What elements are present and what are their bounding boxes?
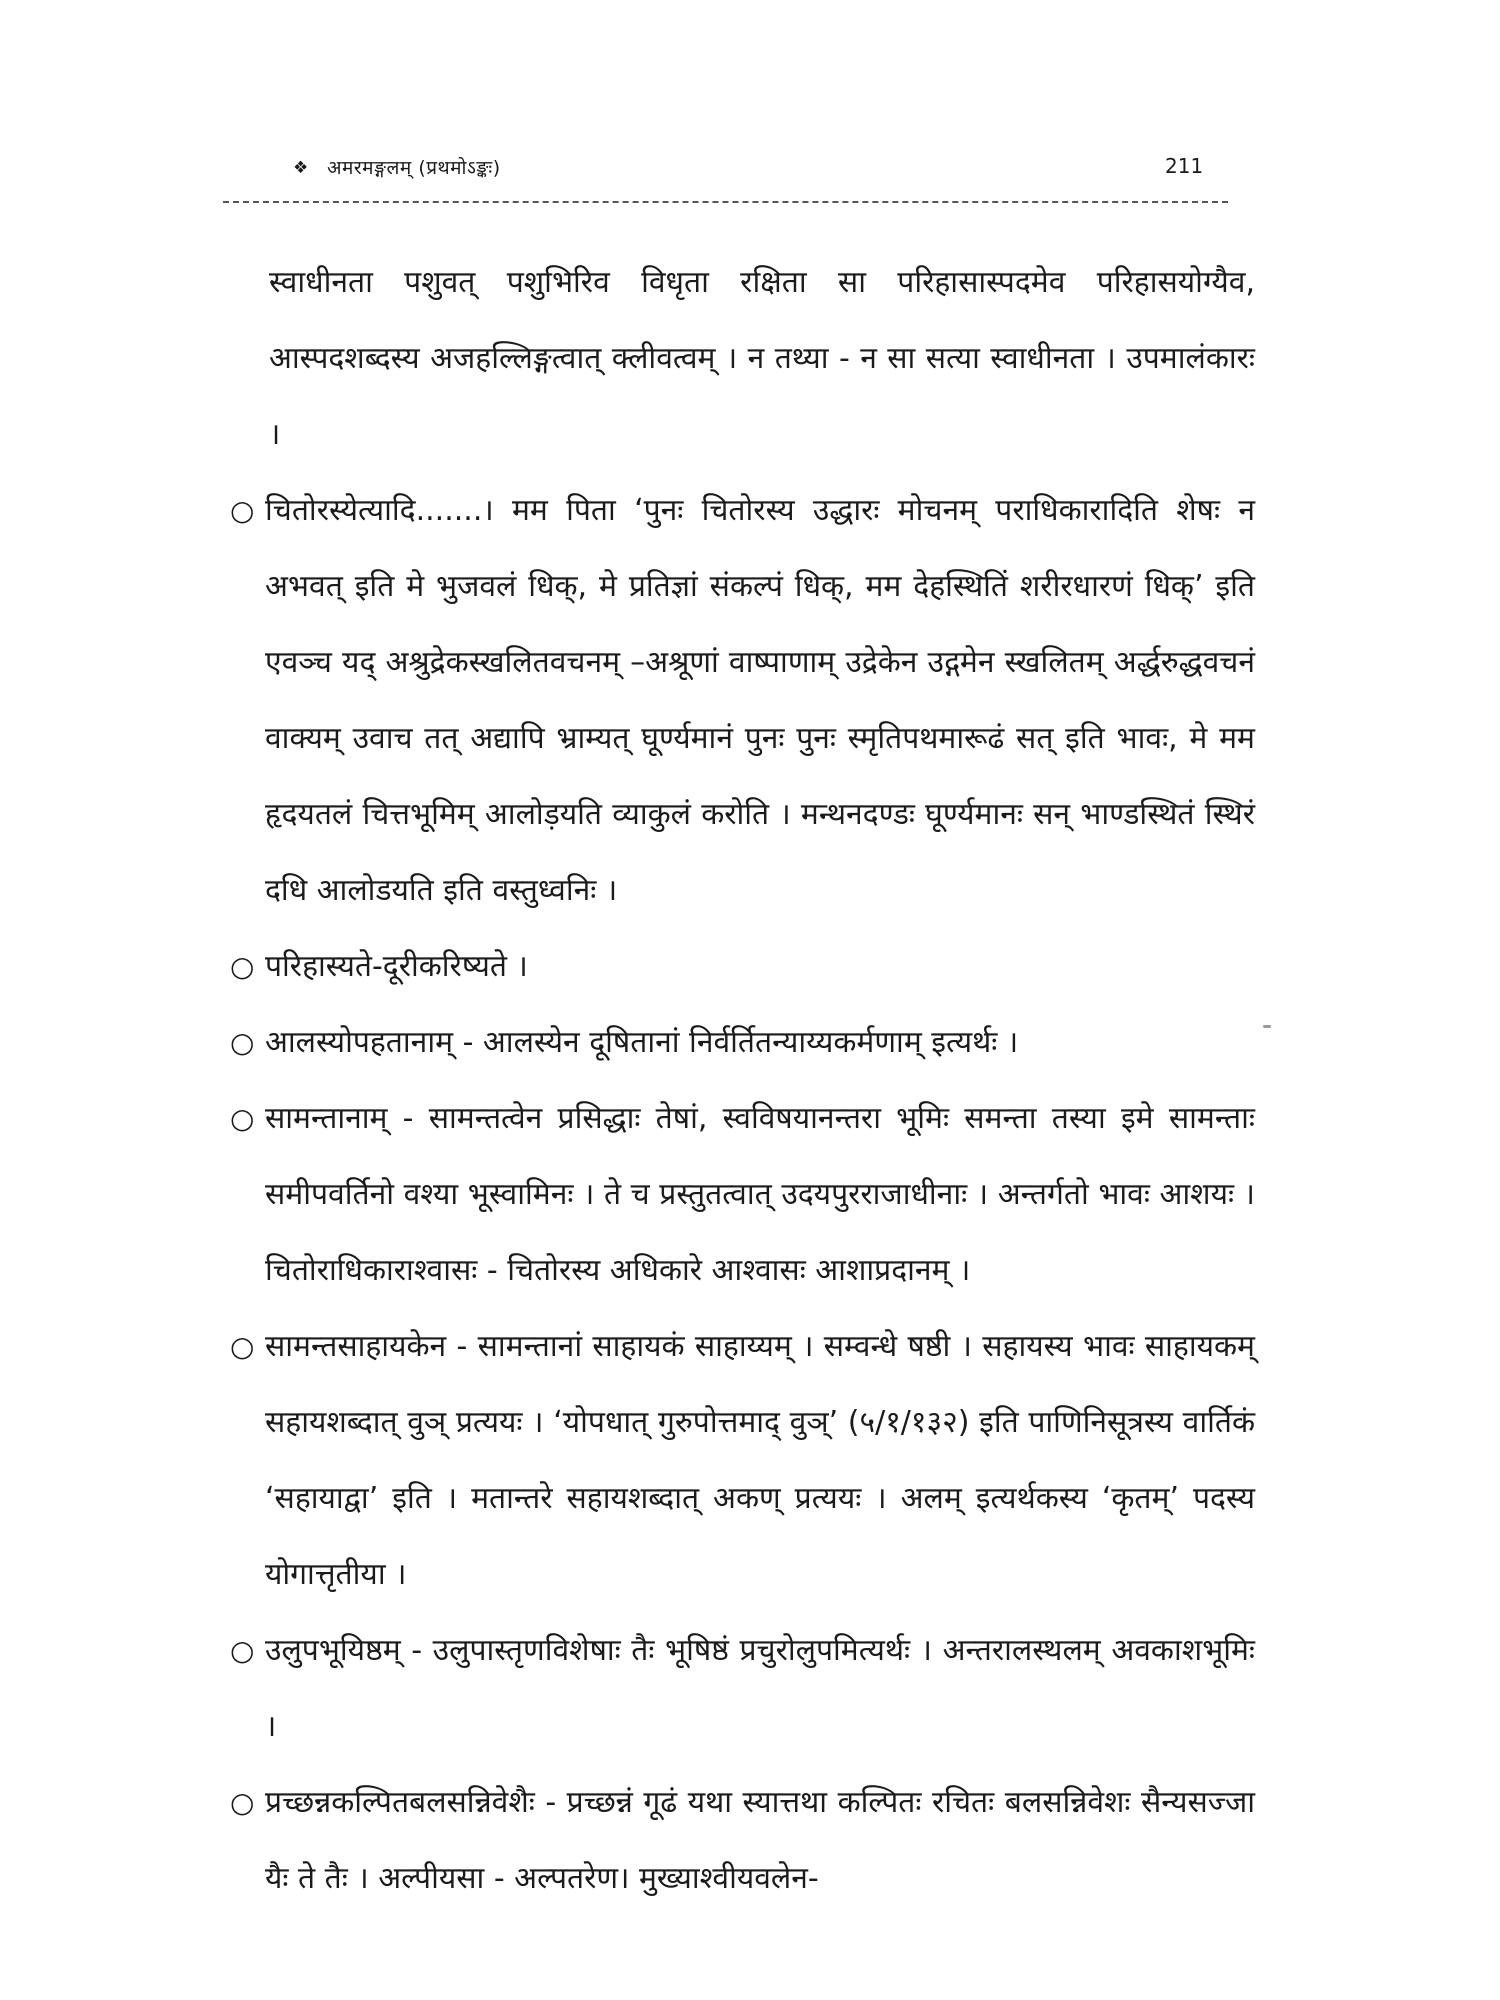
- paragraph-text: स्वाधीनता पशुवत् पशुभिरिव विधृता रक्षिता सा परिहासास्पदमेव परिहासयोग्यैव, आस्पदशब्दस्य अजहल्लिङ्गत्वात् क्लीवत्वम् । न तथ्या - न सा सत्या स्वाधीनता । उपमालंकारः ।: [269, 265, 1255, 452]
- diamond-bullet-icon: ❖: [293, 158, 309, 178]
- gloss-entry: [230, 473, 1255, 929]
- header-divider: [223, 201, 1228, 203]
- gloss-entry: [230, 929, 1255, 1005]
- circle-bullet-icon: ○: [230, 1634, 255, 1667]
- paragraph-text: आलस्योपहतानाम् - आलस्येन दूषितानां निर्वर्तितन्याय्यकर्मणाम् इत्यर्थः ।: [265, 1025, 1019, 1060]
- gloss-entry: [230, 1005, 1255, 1081]
- circle-bullet-icon: ○: [230, 1026, 255, 1059]
- gloss-entry: [230, 1309, 1255, 1613]
- circle-bullet-icon: ○: [230, 950, 255, 983]
- commentary-body: [230, 245, 1255, 1917]
- paragraph-text: प्रच्छन्नकल्पितबलसन्निवेशैः - प्रच्छन्नं गूढं यथा स्यात्तथा कल्पितः रचितः बलसन्निवेशः सैन्यसज्जा यैः ते तैः । अल्पीयसा - अल्पतरेण। मुख्याश्वीयवलेन-: [265, 1785, 1255, 1896]
- scan-speck: [1263, 1025, 1271, 1028]
- circle-bullet-icon: ○: [230, 1102, 255, 1135]
- circle-bullet-icon: ○: [230, 1330, 255, 1363]
- gloss-entry: [230, 1765, 1255, 1917]
- gloss-entry: [230, 1613, 1255, 1765]
- paragraph-text: सामन्तसाहायकेन - सामन्तानां साहायकं साहाय्यम् । सम्वन्धे षष्ठी । सहायस्य भावः साहायकम् सहायशब्दात् वुञ् प्रत्ययः । ‘योपधात् गुरुपोत्तमाद् वुञ्’ (५/१/१३२) इति पाणिनिसूत्रस्य वार्तिकं ‘सहायाद्वा’ इति । मतान्तरे सहायशब्दात् अकण् प्रत्ययः । अलम् इत्यर्थकस्य ‘कृतम्’ पदस्य योगात्तृतीया ।: [265, 1329, 1255, 1592]
- page-number: 211: [1165, 154, 1204, 178]
- paragraph-text: सामन्तानाम् - सामन्तत्वेन प्रसिद्धाः तेषां, स्वविषयानन्तरा भूमिः समन्ता तस्या इमे सामन्ताः समीपवर्तिनो वश्या भूस्वामिनः । ते च प्रस्तुतत्वात् उदयपुरराजाधीनाः । अन्तर्गतो भावः आशयः । चितोराधिकाराश्वासः - चितोरस्य अधिकारे आश्वासः आशाप्रदानम् ।: [265, 1101, 1255, 1288]
- circle-bullet-icon: ○: [230, 1786, 255, 1819]
- paragraph-continuation: [235, 245, 1255, 473]
- paragraph-text: उलुपभूयिष्ठम् - उलुपास्तृणविशेषाः तैः भूषिष्ठं प्रचुरोलुपमित्यर्थः । अन्तरालस्थलम् अवकाशभूमिः ।: [265, 1633, 1255, 1744]
- gloss-entry: [230, 1081, 1255, 1309]
- running-header: [225, 150, 1225, 190]
- paragraph-text: परिहास्यते-दूरीकरिष्यते ।: [265, 949, 528, 984]
- header-title: अमरमङ्गलम् (प्रथमोऽङ्कः): [327, 157, 501, 179]
- paragraph-text: चितोरस्येत्यादि.......। मम पिता ‘पुनः चितोरस्य उद्धारः मोचनम् पराधिकारादिति शेषः न अभवत् इति मे भुजवलं धिक्, मे प्रतिज्ञां संकल्पं धिक्, मम देहस्थितिं शरीरधारणं धिक्’ इति एवञ्च यद् अश्रुद्रेकस्खलितवचनम् –अश्रूणां वाष्पाणाम् उद्रेकेन उद्गमेन स्खलितम् अर्द्धरुद्धवचनं वाक्यम् उवाच तत् अद्यापि भ्राम्यत् घूर्ण्यमानं पुनः पुनः स्मृतिपथमारूढं सत् इति भावः, मे मम हृदयतलं चित्तभूमिम् आलोड़यति व्याकुलं करोति । मन्थनदण्डः घूर्ण्यमानः सन् भाण्डस्थितं स्थिरं दधि आलोडयति इति वस्तुध्वनिः ।: [265, 493, 1255, 908]
- circle-bullet-icon: ○: [230, 494, 255, 527]
